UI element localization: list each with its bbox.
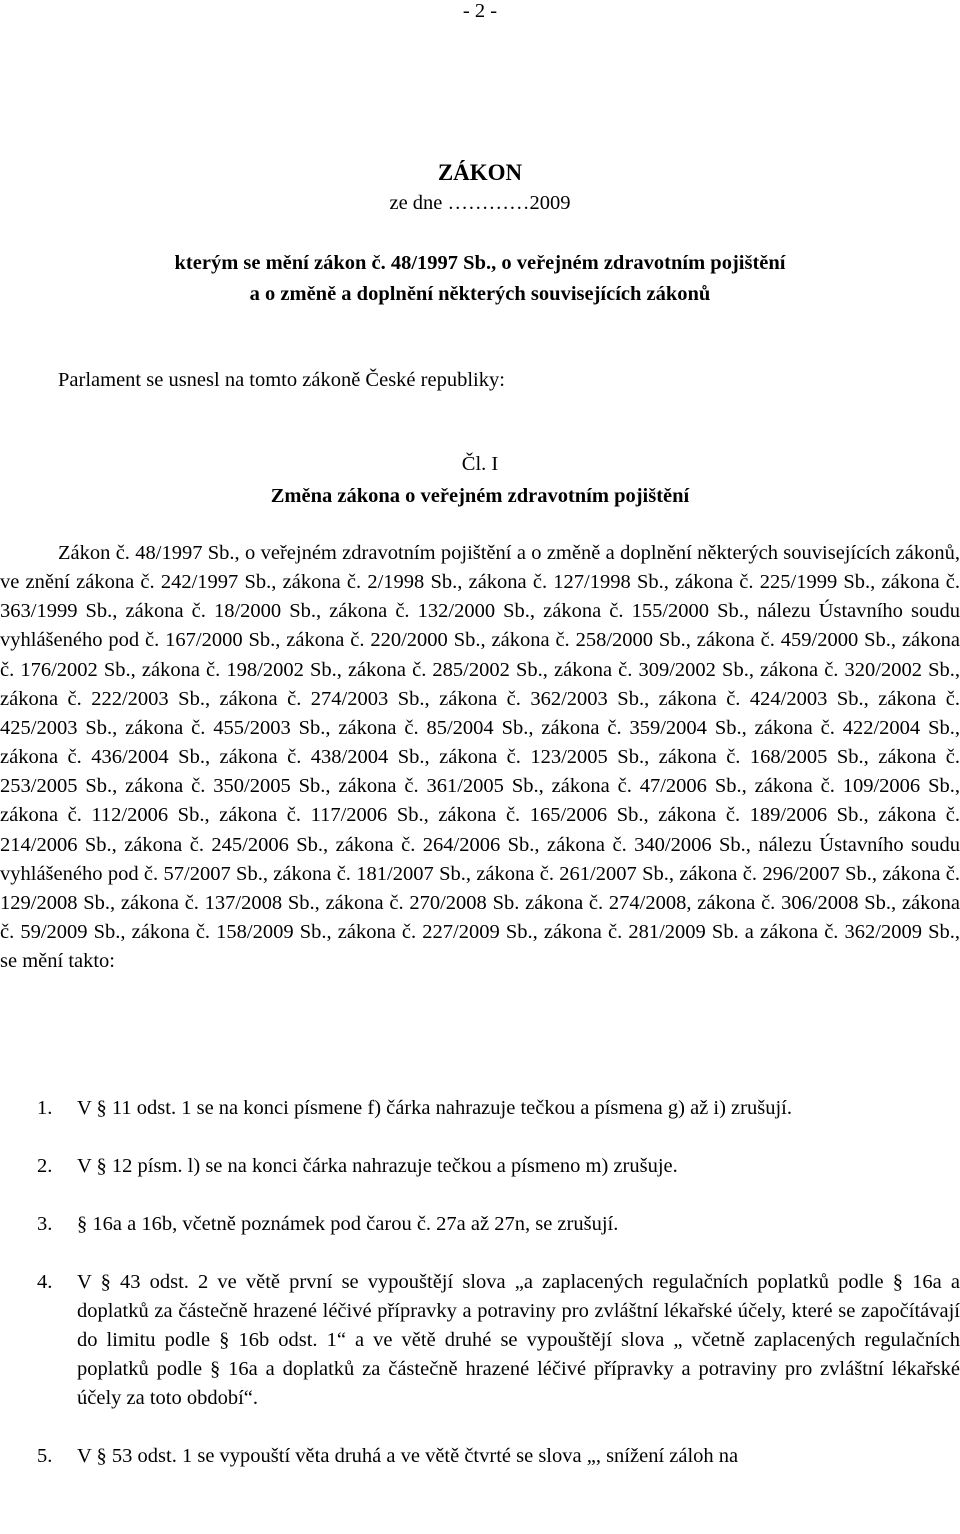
date-line: ze dne …………2009 [389,192,571,214]
article-number: Čl. I [461,453,499,475]
list-item [0,1442,960,1471]
item-text: V § 11 odst. 1 se na konci písmene f) čárka nahrazuje tečkou a písmena g) až i) zrušují. [77,1097,792,1119]
amendment-items [0,1094,960,1500]
item-number: 5. [37,1445,53,1467]
item-number: 3. [37,1213,53,1235]
law-title: ZÁKON [437,160,523,185]
list-item [0,1094,960,1123]
item-text: V § 53 odst. 1 se vypouští věta druhá a ve větě čtvrté se slova „, snížení záloh na [77,1445,739,1467]
item-number: 1. [37,1097,53,1119]
article-heading: Změna zákona o veřejném zdravotním pojištění [270,485,690,507]
item-text: § 16a a 16b, včetně poznámek pod čarou č. 27a až 27n, se zrušují. [77,1213,619,1235]
intro-sentence: Parlament se usnesl na tomto zákoně České republiky: [58,369,505,391]
item-number: 2. [37,1155,53,1177]
list-item [0,1210,960,1239]
page-number: - 2 - [462,0,498,22]
subtitle-line-1: kterým se mění zákon č. 48/1997 Sb., o veřejném zdravotním pojištění [174,252,786,274]
list-item [0,1268,960,1413]
law-subtitle [0,248,960,310]
item-number: 4. [37,1271,53,1293]
subtitle-line-2: a o změně a doplnění některých souvisejících zákonů [249,283,711,305]
item-text: V § 12 písm. l) se na konci čárka nahrazuje tečkou a písmeno m) zrušuje. [77,1155,678,1177]
amendment-paragraph-text: Zákon č. 48/1997 Sb., o veřejném zdravotním pojištění a o změně a doplnění některých souvisejících zákonů, ve znění zákona č. 242/1997 Sb., zákona č. 2/1998 Sb., zákona č. 127/1998 Sb., zákona č. 225/1999 Sb., zákona č. 363/1999 Sb., zákona č. 18/2000 Sb., zákona č. 132/2000 Sb., zákona č. 155/2000 Sb., nálezu Ústavního soudu vyhlášeného pod č. 167/2000 Sb., zákona č. 220/2000 Sb., zákona č. 258/2000 Sb., zákona č. 459/2000 Sb., zákona č. 176/2002 Sb., zákona č. 198/2002 Sb., zákona č. 285/2002 Sb., zákona č. 309/2002 Sb., zákona č. 320/2002 Sb., zákona č. 222/2003 Sb., zákona č. 274/2003 Sb., zákona č. 362/2003 Sb., zákona č. 424/2003 Sb., zákona č. 425/2003 Sb., zákona č. 455/2003 Sb., zákona č. 85/2004 Sb., zákona č. 359/2004 Sb., zákona č. 422/2004 Sb., zákona č. 436/2004 Sb., zákona č. 438/2004 Sb., zákona č. 123/2005 Sb., zákona č. 168/2005 Sb., zákona č. 253/2005 Sb., zákona č. 350/2005 Sb., zákona č. 361/2005 Sb., zákona č. 47/2006 Sb., zákona č. 109/2006 Sb., zákona č. 112/2006 Sb., zákona č. 117/2006 Sb., zákona č. 165/2006 Sb., zákona č. 189/2006 Sb., zákona č. 214/2006 Sb., zákona č. 245/2006 Sb., zákona č. 264/2006 Sb., zákona č. 340/2006 Sb., nálezu Ústavního soudu vyhlášeného pod č. 57/2007 Sb., zákona č. 181/2007 Sb., zákona č. 261/2007 Sb., zákona č. 296/2007 Sb., zákona č. 129/2008 Sb., zákona č. 137/2008 Sb., zákona č. 270/2008 Sb. zákona č. 274/2008, zákona č. 306/2008 Sb., zákona č. 59/2009 Sb., zákona č. 158/2009 Sb., zákona č. 227/2009 Sb., zákona č. 281/2009 Sb. a zákona č. 362/2009 Sb., se mění takto: [0,542,960,973]
item-text: V § 43 odst. 2 ve větě první se vypouštějí slova „a zaplacených regulačních poplatků podle § 16a a doplatků za částečně hrazené léčivé přípravky a potraviny pro zvláštní lékařské účely, které se započítávají do limitu podle § 16b odst. 1“ a ve větě druhé se vypouštějí slova „ včetně zaplacených regulačních poplatků podle § 16a a doplatků za částečně hrazené léčivé přípravky a potraviny pro zvláštní lékařské účely za toto období“. [77,1271,960,1409]
list-item [0,1152,960,1181]
amendment-paragraph [0,539,960,976]
